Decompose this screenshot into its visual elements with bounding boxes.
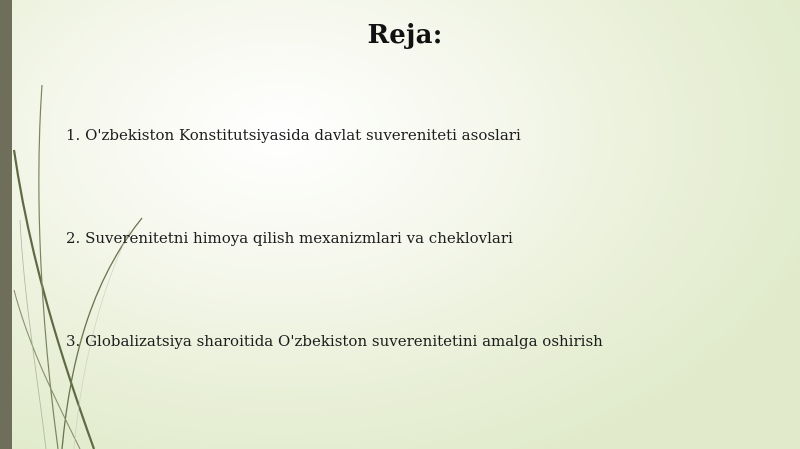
agenda-item-3: 3. Globalizatsiya sharoitida O'zbekiston suverenitetini amalga oshirish (66, 332, 603, 350)
slide-title: Reja: (367, 20, 443, 50)
agenda-item-2: 2. Suverenitetni himoya qilish mexanizmlari va cheklovlari (66, 229, 513, 247)
grass-stroke (14, 150, 94, 449)
grass-stroke (39, 85, 58, 449)
decorative-grass-strokes (0, 0, 200, 449)
grass-stroke (20, 220, 46, 449)
grass-stroke (14, 290, 80, 449)
agenda-item-1: 1. O'zbekiston Konstitutsiyasida davlat suvereniteti asoslari (66, 126, 521, 144)
